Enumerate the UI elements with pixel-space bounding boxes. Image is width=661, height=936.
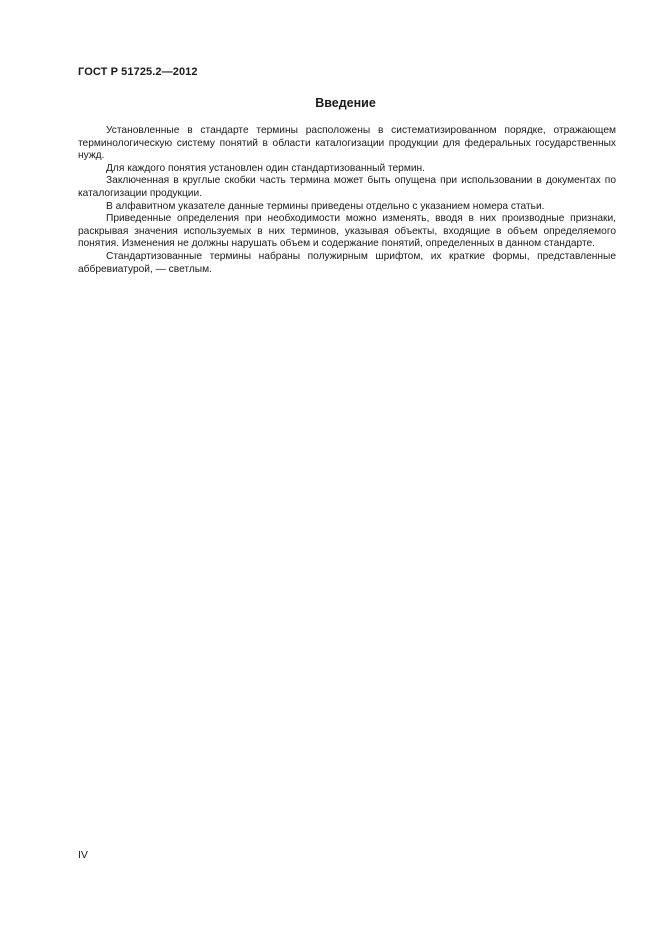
paragraph-3: Заключенная в круглые скобки часть термина может быть опущена при использовании в документах по каталогизации продукции. [78, 175, 616, 199]
paragraph-2: Для каждого понятия установлен один стандартизованный термин. [106, 162, 425, 174]
paragraph-5: Приведенные определения при необходимости можно изменять, вводя в них производные признаки, раскрывая значения используемых в них терминов, указывая объекты, входящие в объем определяемого понятия. Изменения не должны нарушать объем и содержание понятий, определенных в данном стандарте. [78, 213, 616, 250]
introduction-body [78, 125, 616, 276]
paragraph-4: В алфавитном указателе данные термины приведены отдельно с указанием номера статьи. [106, 200, 545, 212]
page-number: IV [78, 849, 88, 861]
section-title: Введение [315, 96, 376, 110]
paragraph-1: Установленные в стандарте термины расположены в систематизированном порядке, отражающем терминологическую систему понятий в области каталогизации продукции для федеральных государственных нужд. [78, 125, 616, 162]
document-designation: ГОСТ Р 51725.2—2012 [78, 66, 198, 78]
paragraph-6: Стандартизованные термины набраны полужирным шрифтом, их краткие формы, представленные аббревиатурой, — светлым. [78, 250, 616, 275]
